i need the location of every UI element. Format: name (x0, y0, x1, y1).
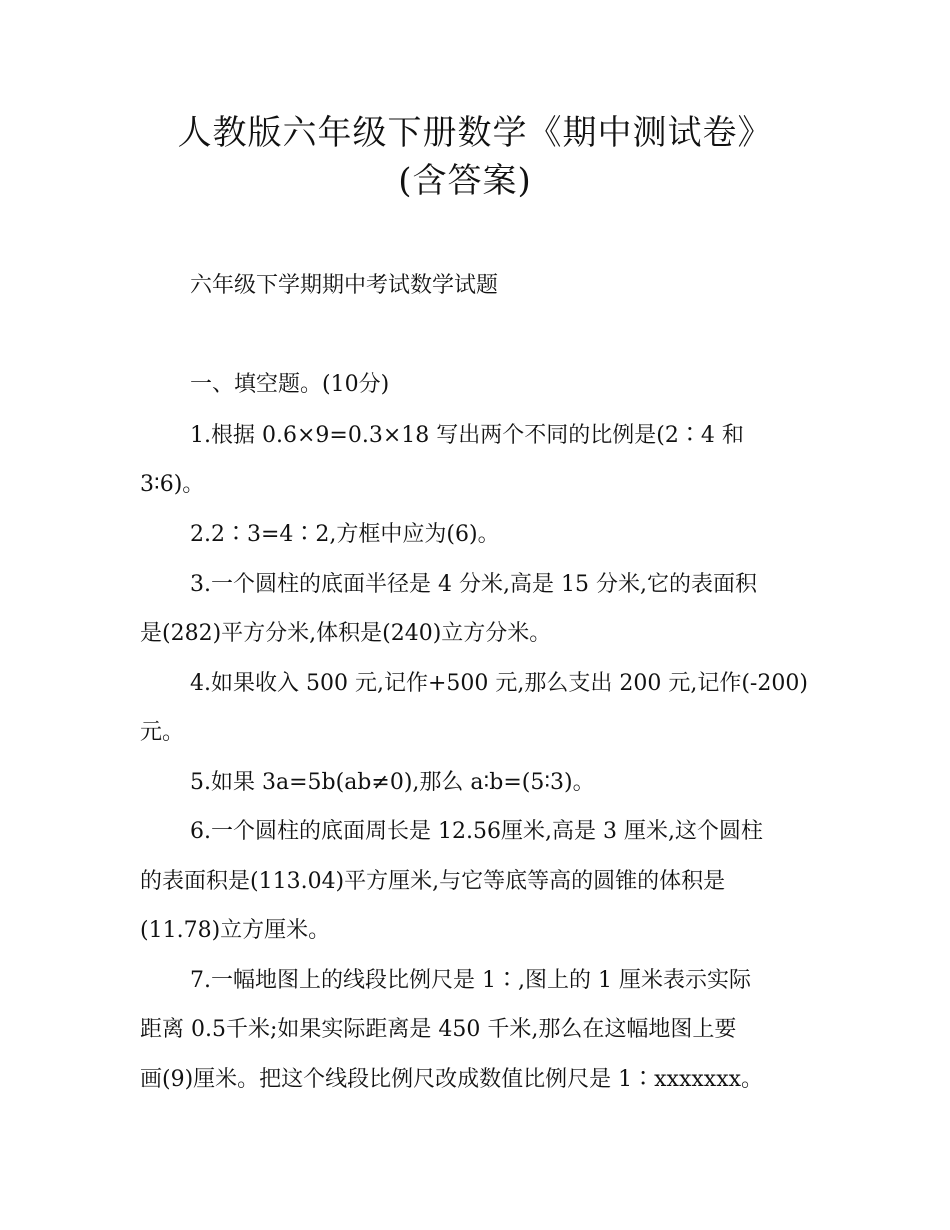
document-title-suffix: (含答案) (398, 161, 532, 201)
question-6-line-2: 的表面积是(113.04)平方厘米,与它等底等高的圆锥的体积是 (140, 869, 726, 894)
question-3-line-1: 3.一个圆柱的底面半径是 4 分米,高是 15 分米,它的表面积 (190, 572, 757, 597)
question-1-line-2: 3∶6)。 (140, 472, 205, 497)
question-7-line-1: 7.一幅地图上的线段比例尺是 1∶,图上的 1 厘米表示实际 (190, 968, 751, 993)
exam-subtitle: 六年级下学期期中考试数学试题 (190, 273, 499, 298)
question-2-line-1: 2.2∶3=4∶2,方框中应为(6)。 (190, 522, 500, 547)
document-title: 人教版六年级下册数学《期中测试卷》 (177, 113, 773, 153)
question-4-line-1: 4.如果收入 500 元,记作+500 元,那么支出 200 元,记作(-200) (190, 671, 808, 696)
question-7-line-3: 画(9)厘米。把这个线段比例尺改成数值比例尺是 1∶xxxxxxx。 (140, 1067, 764, 1092)
question-1-line-1: 1.根据 0.6×9=0.3×18 写出两个不同的比例是(2∶4 和 (190, 423, 744, 448)
question-6-line-1: 6.一个圆柱的底面周长是 12.56厘米,高是 3 厘米,这个圆柱 (190, 819, 763, 844)
question-5-line-1: 5.如果 3a=5b(ab≠0),那么 a∶b=(5∶3)。 (190, 770, 595, 795)
question-3-line-2: 是(282)平方分米,体积是(240)立方分米。 (140, 621, 552, 646)
question-4-line-2: 元。 (140, 720, 185, 745)
section-heading: 一、填空题。(10分) (190, 372, 390, 397)
question-6-line-3: (11.78)立方厘米。 (140, 918, 331, 943)
question-7-line-2: 距离 0.5千米;如果实际距离是 450 千米,那么在这幅地图上要 (140, 1017, 737, 1042)
